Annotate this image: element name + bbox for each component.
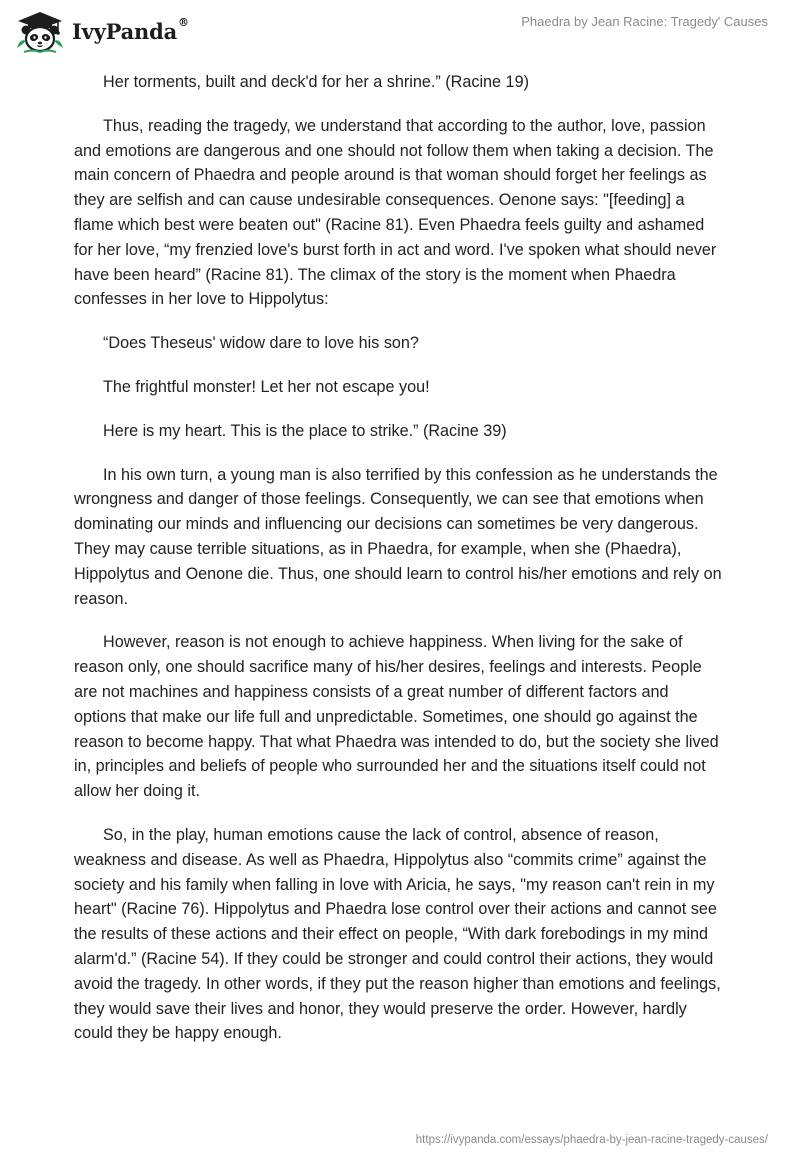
paragraph-conclusion: So, in the play, human emotions cause the lack of control, absence of reason, weakness and disease. As well as Phaedra, Hippolytus also “commits crime” against the society and his family when falling in love with Aricia, he says, "my reason can't rein in my heart" (Racine 76). Hippolytus and Phaedra lose control over their actions and cannot see the results of these actions and their effect on people, “With dark forebodings in my mind alarm'd.” (Racine 54). If they could be stronger and could control their actions, they would avoid the tragedy. In other words, if they put the reason higher than emotions and feelings, they would save their lives and honor, they would preserve the order. However, hardly could they be happy enough.	[74, 825, 721, 1043]
document-title: Phaedra by Jean Racine: Tragedy' Causes	[521, 14, 768, 29]
essay-body	[74, 70, 724, 1046]
quote-line-2: The frightful monster! Let her not escape you!	[103, 377, 430, 396]
paragraph-reason-happiness: However, reason is not enough to achieve happiness. When living for the sake of reason only, one should sacrifice many of his/her desires, feelings and interests. People are not machines and happiness consists of a great number of different factors and options that make our life full and unpredictable. Sometimes, one should go against the reason to become happy. That what Phaedra was intended to do, but the society she lived in, principles and beliefs of people who surrounded her and the situations itself could not allow her doing it.	[74, 633, 719, 801]
registered-mark: ®	[178, 15, 189, 29]
logo-wordmark: IvyPanda®	[72, 15, 189, 44]
quote-line-continuation: Her torments, built and deck'd for her a shrine.” (Racine 19)	[103, 73, 529, 91]
paragraph-love-passion: Thus, reading the tragedy, we understand that according to the author, love, passion and emotions are dangerous and one should not follow them when taking a decision. The main concern of Phaedra and people around is that woman should forget her feelings as they are selfish and can cause undesirable consequences. Oenone says: "[feeding] a flame which best were beaten out" (Racine 81). Even Phaedra feels guilty and ashamed for her love, “my frenzied love's burst forth in act and word. I've spoken what should never have been heard” (Racine 81). The climax of the story is the moment when Phaedra confesses in her love to Hippolytus:	[74, 116, 717, 309]
source-url[interactable]: https://ivypanda.com/essays/phaedra-by-jean-racine-tragedy-causes/	[415, 1134, 768, 1146]
page-header	[0, 0, 800, 64]
quote-line-3: Here is my heart. This is the place to strike.” (Racine 39)	[103, 421, 507, 440]
quote-line-1: “Does Theseus' widow dare to love his son?	[103, 334, 419, 353]
paragraph-young-man: In his own turn, a young man is also terrified by this confession as he understands the wrongness and danger of those feelings. Consequently, we can see that emotions when dominating our minds and influencing our decisions can sometimes be very dangerous. They may cause terrible situations, as in Phaedra, for example, when she (Phaedra), Hippolytus and Oenone die. Thus, one should learn to control his/her emotions and rely on reason.	[74, 465, 722, 608]
logo[interactable]	[14, 8, 189, 54]
panda-graduate-icon	[14, 8, 66, 54]
